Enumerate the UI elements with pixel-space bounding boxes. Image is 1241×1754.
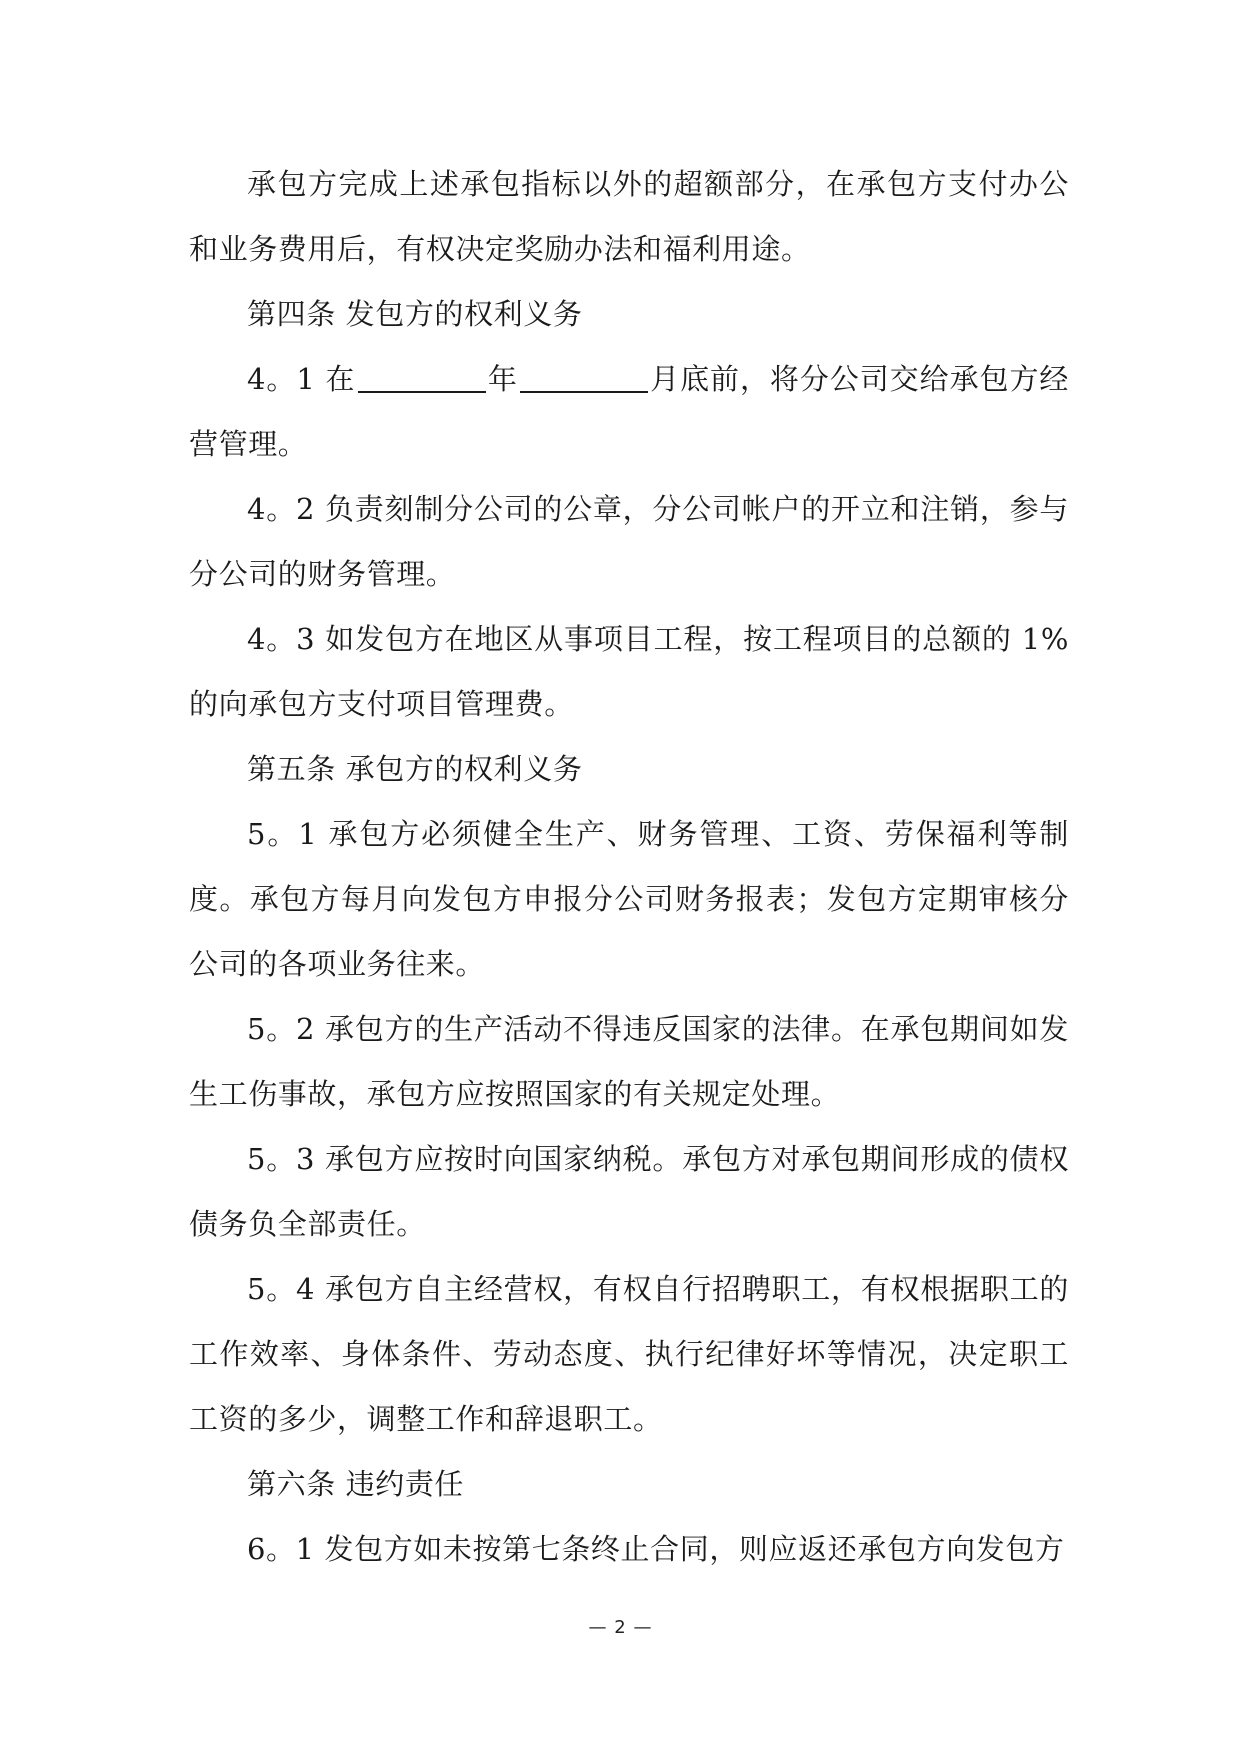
clause-4-3: 4。3 如发包方在地区从事项目工程，按工程项目的总额的 1%的向承包方支付项目管理费。: [189, 622, 1069, 721]
clause-5-3: 5。3 承包方应按时向国家纳税。承包方对承包期间形成的债权债务负全部责任。: [189, 1142, 1069, 1241]
clause-6-1: 6。1 发包方如未按第七条终止合同，则应返还承包方向发包方: [247, 1532, 1065, 1566]
clause-4-1-prefix: 4。1 在: [247, 362, 356, 396]
clause-5-4: 5。4 承包方自主经营权，有权自行招聘职工，有权根据职工的工作效率、身体条件、劳动态度、执行纪律好坏等情况，决定职工工资的多少，调整工作和辞退职工。: [189, 1272, 1069, 1436]
document-body: [189, 152, 1069, 1582]
year-blank-line: [358, 361, 486, 393]
clause-4-2: 4。2 负责刻制分公司的公章，分公司帐户的开立和注销，参与分公司的财务管理。: [189, 492, 1069, 591]
article-5-heading: 第五条 承包方的权利义务: [247, 752, 583, 786]
month-blank-line: [520, 361, 648, 393]
article-6-heading: 第六条 违约责任: [247, 1467, 465, 1501]
clause-4-1-suffix: 月底前，将分公司交给承包方经营管理。: [189, 362, 1069, 461]
clause-4-1: [189, 347, 1069, 477]
clause-5-2: 5。2 承包方的生产活动不得违反国家的法律。在承包期间如发生工伤事故，承包方应按照国家的有关规定处理。: [189, 1012, 1069, 1111]
clause-5-1: 5。1 承包方必须健全生产、财务管理、工资、劳保福利等制度。承包方每月向发包方申报分公司财务报表；发包方定期审核分公司的各项业务往来。: [189, 817, 1069, 981]
page-number: — 2 —: [588, 1617, 653, 1638]
article-4-heading: 第四条 发包方的权利义务: [247, 297, 583, 331]
clause-4-1-year-label: 年: [487, 362, 518, 396]
paragraph-excess-profit: 承包方完成上述承包指标以外的超额部分，在承包方支付办公和业务费用后，有权决定奖励办法和福利用途。: [189, 167, 1069, 266]
